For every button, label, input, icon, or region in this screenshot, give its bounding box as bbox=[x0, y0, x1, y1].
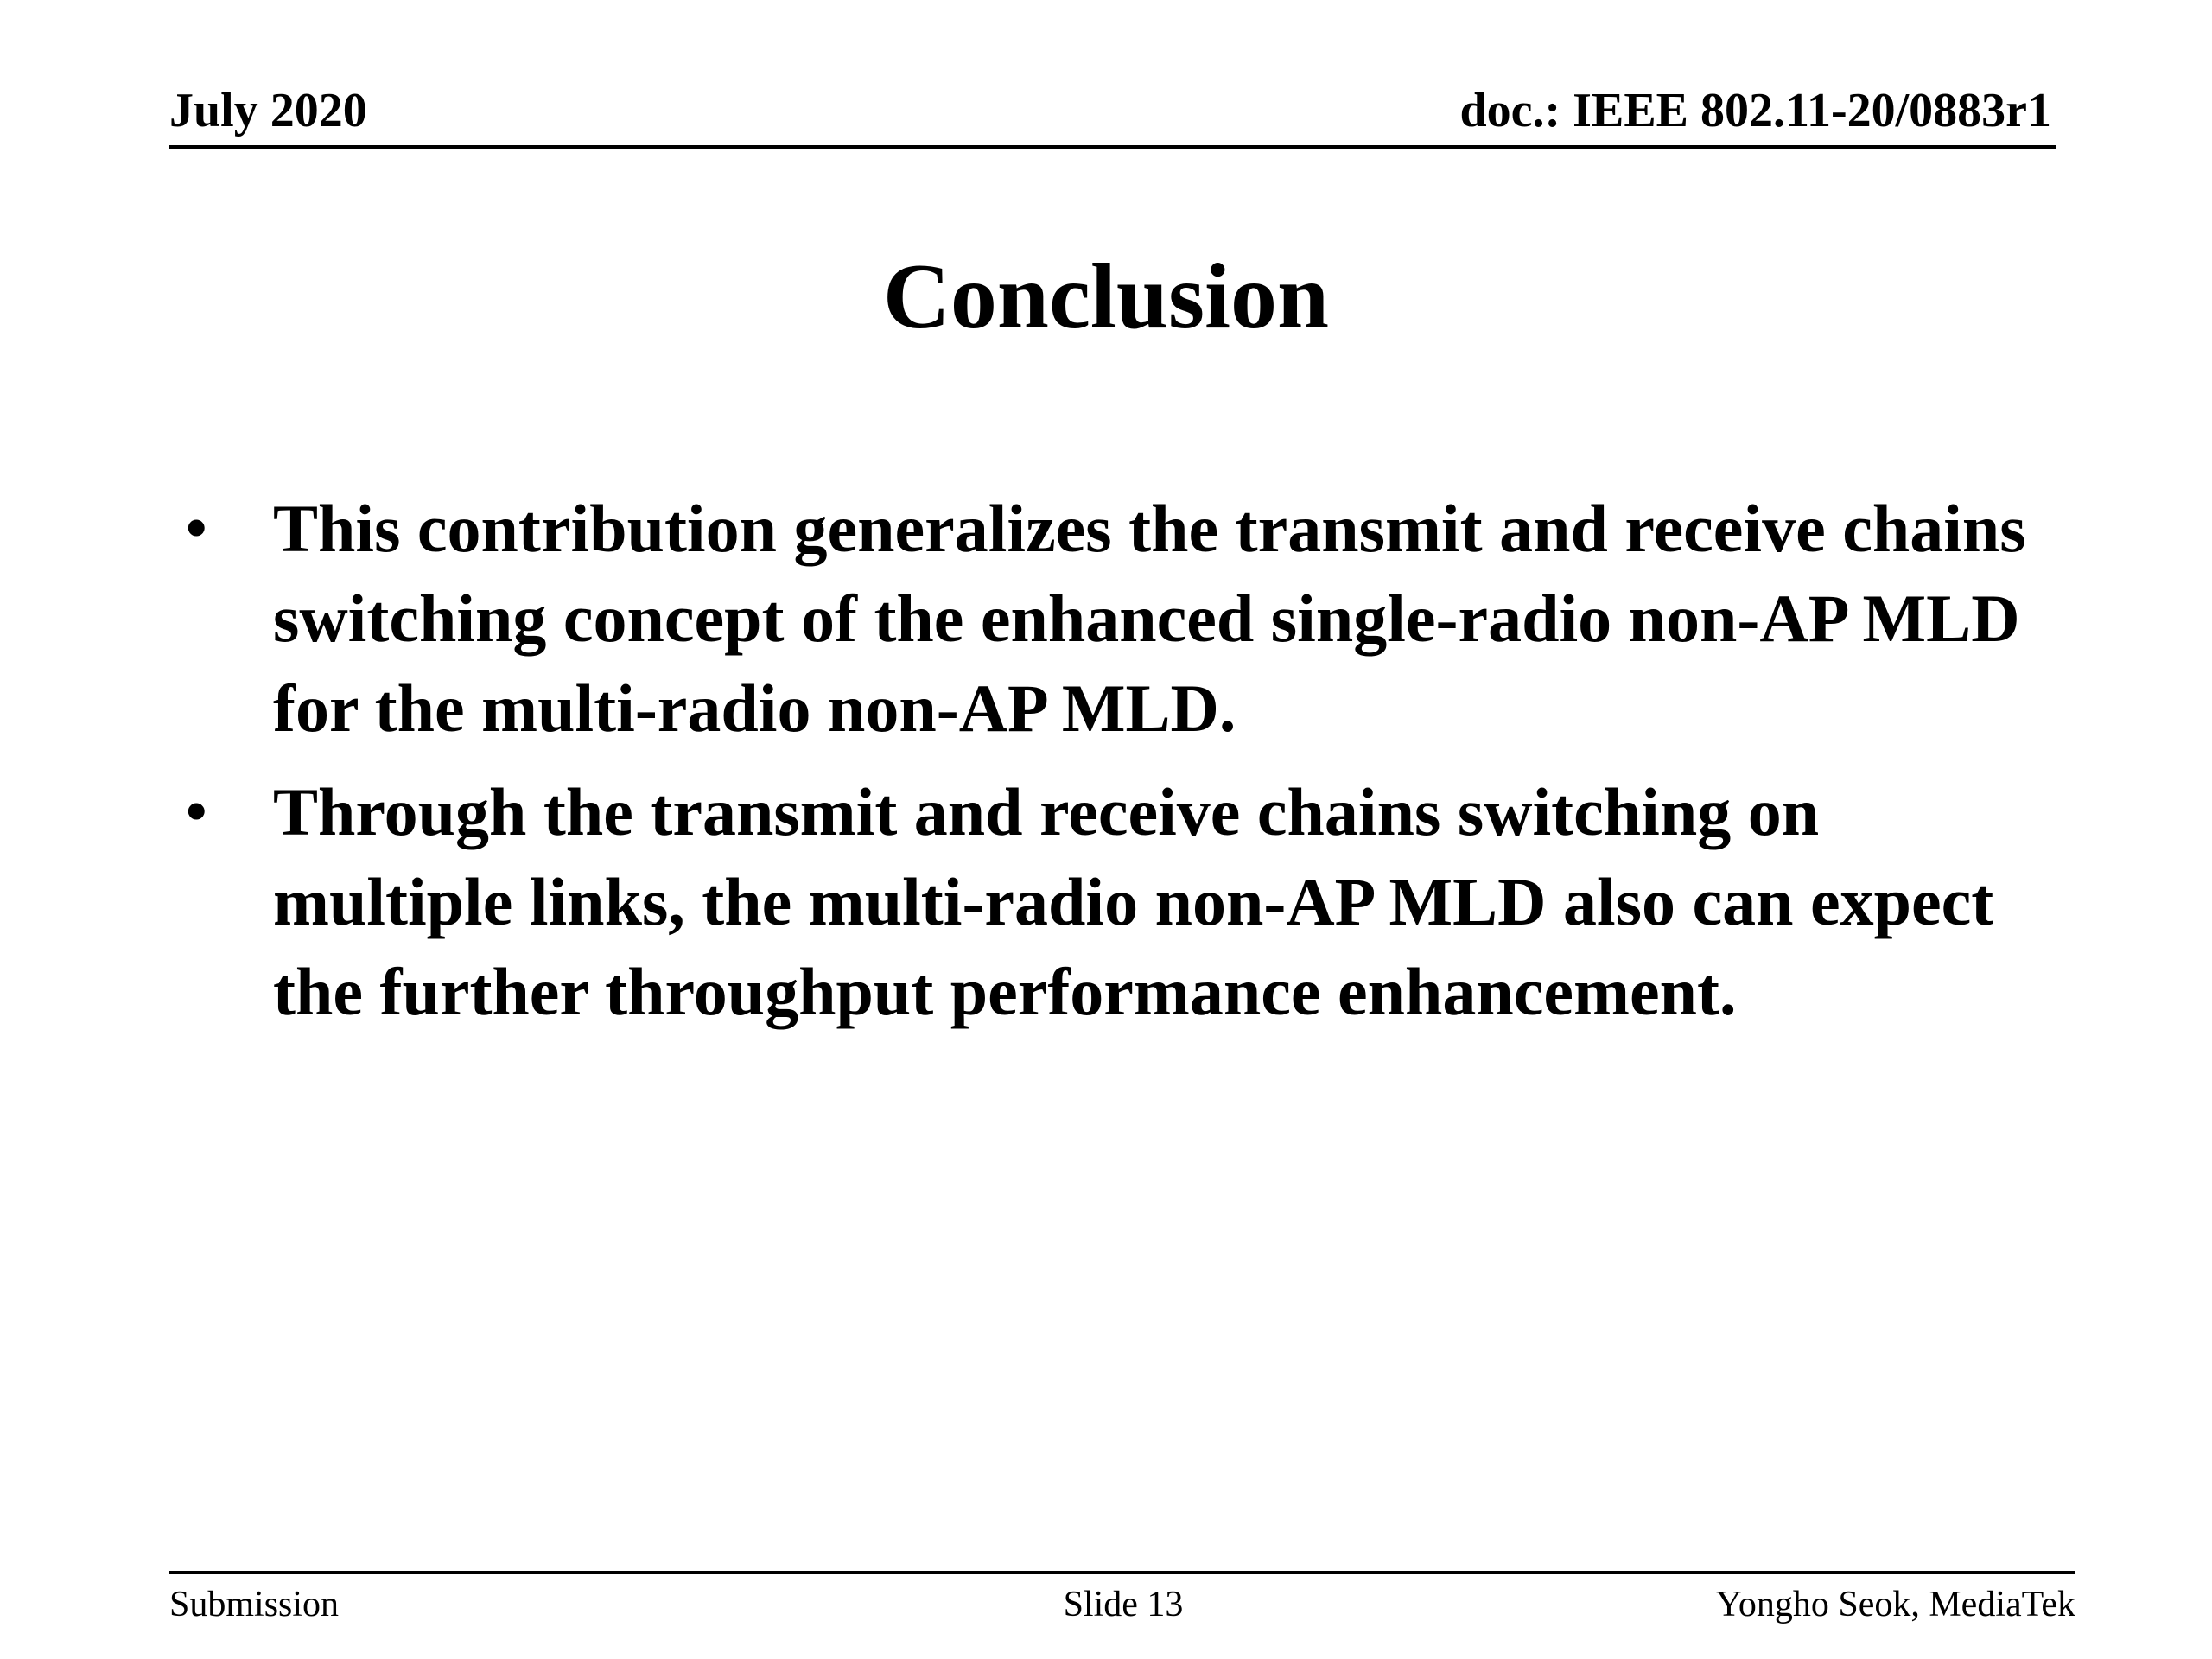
bullet-dot-icon: • bbox=[186, 495, 207, 562]
footer-divider bbox=[169, 1571, 2075, 1574]
bullet-dot-icon: • bbox=[186, 779, 207, 845]
footer-author: Yongho Seok, MediaTek bbox=[1715, 1585, 2075, 1624]
footer-slide-number: Slide 13 bbox=[1063, 1585, 1184, 1624]
slide-title: Conclusion bbox=[882, 245, 1330, 348]
bullet-text: This contribution generalizes the transmit and receive chains switching concept of the enhanced single-radio non-AP MLD for the multi-radio non-AP MLD. bbox=[273, 491, 2026, 746]
header-doc-id: doc.: IEEE 802.11-20/0883r1 bbox=[1459, 84, 2051, 137]
bullet-text: Through the transmit and receive chains switching on multiple links, the multi-radio non-AP MLD also can expect the further throughput performance enhancement. bbox=[273, 774, 1994, 1029]
bullet-list bbox=[0, 484, 2212, 1051]
footer-submission: Submission bbox=[169, 1585, 340, 1624]
bullet-item bbox=[0, 767, 2212, 1037]
header-divider bbox=[169, 145, 2056, 149]
header-date: July 2020 bbox=[169, 84, 367, 137]
bullet-item bbox=[0, 484, 2212, 753]
